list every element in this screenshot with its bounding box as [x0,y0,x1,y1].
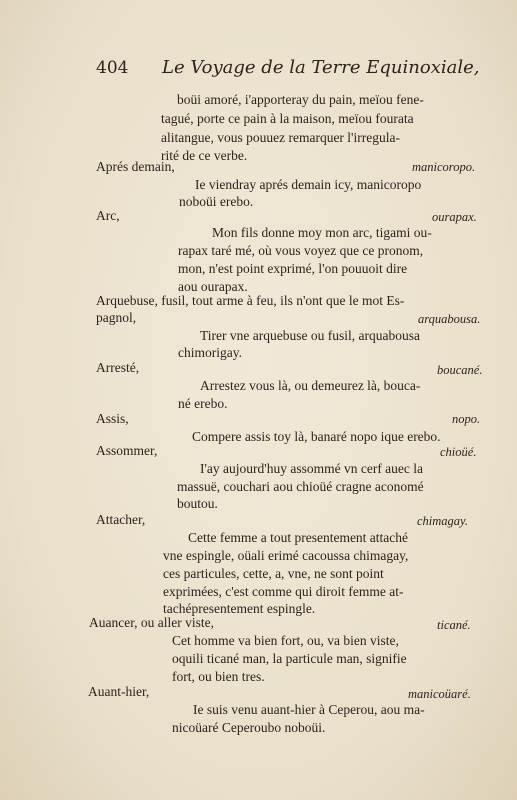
text-line: Ie suis venu auant-hier à Ceperou, aou ma- [193,702,425,717]
entry-translation: chioüé. [440,445,477,459]
text-line: alitangue, vous pouuez remarquer l'irregula- [161,130,400,145]
text-line: exprimées, c'est comme qui diroit femme at- [163,584,404,599]
text-line: oquili ticané man, la particule man, signifie [172,651,407,666]
text-line: Compere assis toy là, banaré nopo ique erebo. [192,429,441,444]
text-line: fort, ou bien tres. [172,669,265,684]
text-line: I'ay aujourd'huy assommé vn cerf auec la [200,461,424,476]
entry-translation: ourapax. [432,210,477,224]
entry-translation: ticané. [437,618,471,632]
text-line: vne espingle, oüali erimé cacoussa chimagay, [163,548,409,563]
entry-headword: Assis, [96,411,129,426]
text-line: chimorigay. [178,345,242,360]
entry-translation: nopo. [452,412,481,426]
text-line: Mon fils donne moy mon arc, tigami ou- [212,225,432,240]
text-line: aou ourapax. [178,279,248,294]
entry-headword: Arresté, [96,360,140,375]
entry-headword: Aprés demain, [96,159,175,174]
page-header [96,58,496,84]
text-line: boüi amoré, i'apporteray du pain, meïou fene- [177,92,424,107]
text-line: tagué, porte ce pain à la maison, meïou fourata [161,111,414,126]
entry-translation: boucané. [437,363,483,377]
text-line: Tirer vne arquebuse ou fusil, arquabousa [200,328,420,343]
text-line: boutou. [177,496,218,511]
running-title: Le Voyage de la Terre Equinoxiale, [162,57,480,78]
entry-translation: manicoropo. [412,160,476,174]
entry-translation: manicoüaré. [408,687,471,701]
text-line: massuë, couchari aou chioüé cragne aconomé [177,479,424,494]
text-line: né erebo. [178,396,228,411]
entry-headword: Attacher, [96,512,146,527]
entry-headword: Auant-hier, [88,684,150,699]
entry-translation: chimagay. [417,514,469,528]
text-line: Cet homme va bien fort, ou, va bien viste, [172,633,399,648]
entry-translation: arquabousa. [418,312,481,326]
text-line: mon, n'est point exprimé, l'on pouuoit dire [178,261,408,276]
text-line: pagnol, [96,310,137,325]
text-line: Ie viendray aprés demain icy, manicoropo [195,177,422,192]
text-line: Cette femme a tout presentement attaché [188,530,409,545]
text-line: ces particules, cette, a, vne, ne sont point [163,566,384,581]
text-line: rapax taré mé, où vous voyez que ce pronom, [178,243,424,258]
text-line: Arrestez vous là, ou demeurez là, bouca- [200,378,421,393]
text-line: noboüi erebo. [179,194,254,209]
entry-headword: Auancer, ou aller viste, [89,615,215,630]
text-line: tachépresentement espingle. [163,601,316,616]
text-line: rité de ce verbe. [161,148,248,163]
page-number: 404 [96,58,129,78]
entry-headword: Assommer, [96,443,158,458]
text-line: Arquebuse, fusil, tout arme à feu, ils n'ont que le mot Es- [96,293,405,308]
text-line: nicoüaré Ceperoubo noboüi. [172,720,326,735]
entry-headword: Arc, [96,208,120,223]
